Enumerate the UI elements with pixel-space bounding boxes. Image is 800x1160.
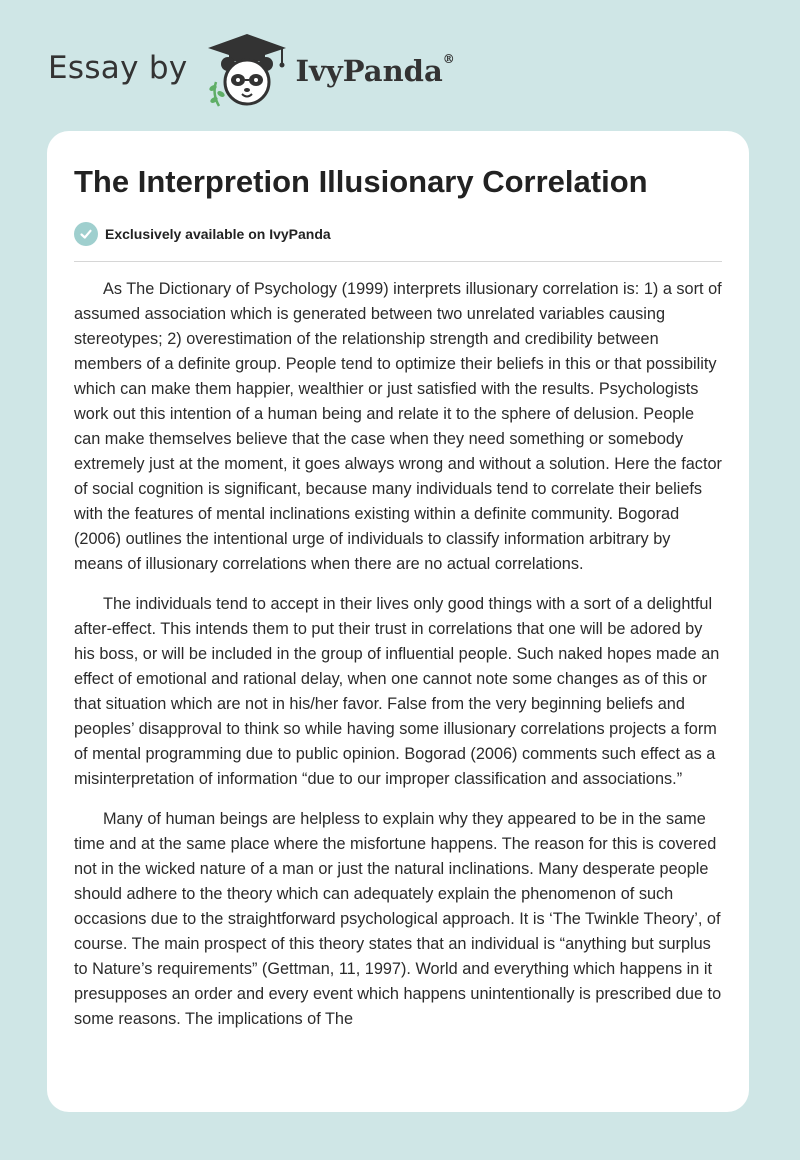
essay-body [74,277,722,1047]
divider [74,261,722,262]
page-title: The Interpretion Illusionary Correlation [74,164,648,199]
check-circle-icon [74,222,98,246]
panda-graduation-cap-logo-icon[interactable] [202,30,292,110]
trademark-symbol: ® [442,52,455,66]
exclusive-badge [74,222,331,246]
brand-name[interactable]: IvyPanda® [295,52,455,88]
essay-by-label: Essay by [48,50,188,86]
essay-card [47,131,749,1112]
site-header [48,30,455,110]
exclusive-label: Exclusively available on IvyPanda [105,226,331,242]
paragraph: The individuals tend to accept in their lives only good things with a sort of a delightful after-effect. This intends them to put their trust in correlations that one will be adored by his boss, or will be included in the group of influential people. Such naked hopes made an effect of emotional and rational delay, when one cannot note some changes as of this or that situation which are not in his/her favor. False from the very beginning beliefs and peoples’ disapproval to think so while having some illusionary correlations projects a form of mental programming due to public opinion. Bogorad (2006) comments such effect as a misinterpretation of information “due to our improper classification and associations.” [74,595,720,788]
paragraph: Many of human beings are helpless to explain why they appeared to be in the same time and at the same place where the misfortune happens. The reason for this is covered not in the wicked nature of a man or just the natural inclinations. Many desperate people should adhere to the theory which can adequately explain the phenomenon of such occasions due to the straightforward psychological approach. It is ‘The Twinkle Theory’, of course. The main prospect of this theory states that an individual is “anything but surplus to Nature’s requirements” (Gettman, 11, 1997). World and everything which happens in it presupposes an order and every event which happens unintentionally is prescribed due to some reasons. The implications of The [74,810,722,1028]
paragraph: As The Dictionary of Psychology (1999) interprets illusionary correlation is: 1) a sort of assumed association which is generated between two unrelated variables causing stereotypes; 2) overestimation of the relationship strength and credibility between members of a definite group. People tend to optimize their beliefs in this or that possibility which can make them happier, wealthier or just satisfied with the results. Psychologists work out this intention of a human being and relate it to the sphere of delusion. People can make themselves believe that the case when they need something or somebody extremely just at the moment, it goes always wrong and without a solution. Here the factor of social cognition is significant, because many individuals tend to correlate their beliefs with the features of mental inclinations existing within a definite community. Bogorad (2006) outlines the intentional urge of individuals to classify information arbitrary by means of illusionary correlations when there are no actual correlations. [74,280,722,573]
